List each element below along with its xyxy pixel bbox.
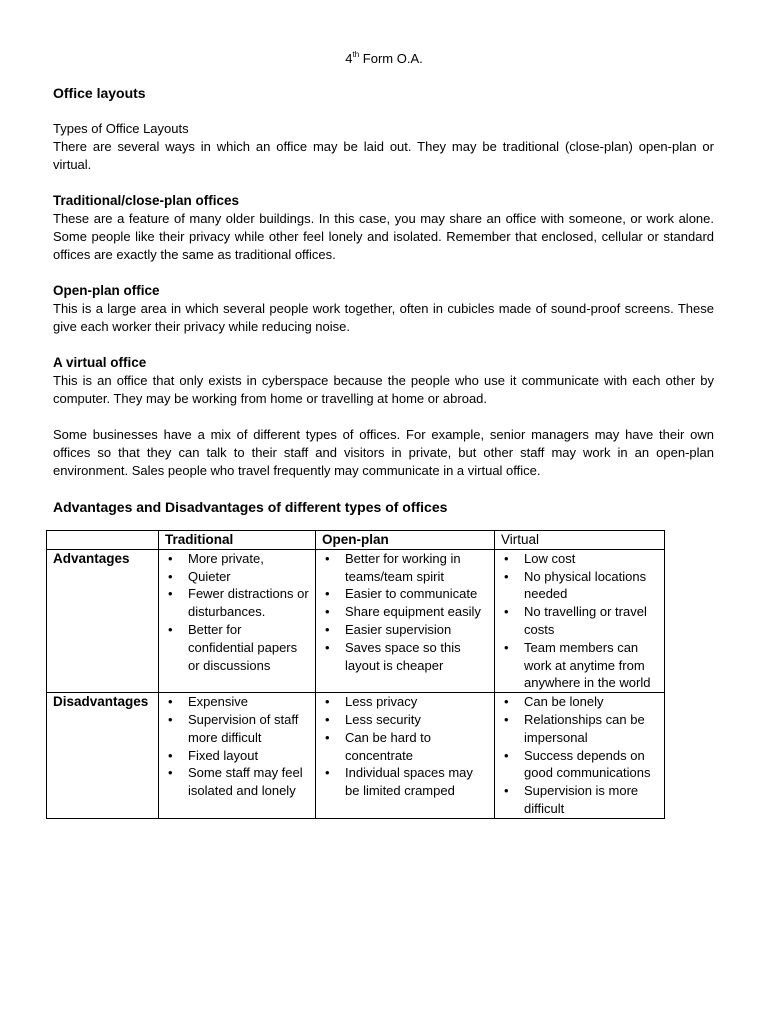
cell-disadvantages-traditional: [159, 693, 316, 819]
intro-subtitle: Types of Office Layouts: [53, 121, 189, 136]
list-item: • Supervision of staff more difficult: [165, 711, 309, 747]
list-item: • Better for working in teams/team spirit: [322, 550, 488, 586]
intro-paragraph: There are several ways in which an office may be laid out. They may be traditional (close-plan) open-plan or virtual.: [53, 139, 714, 172]
table-header-open-plan: Open-plan: [316, 531, 495, 550]
list-item: • Low cost: [501, 550, 658, 568]
list-item: • Better for confidential papers or discussions: [165, 621, 309, 674]
list-item: • No physical locations needed: [501, 568, 658, 604]
table-row-disadvantages: [47, 693, 665, 819]
list-item: • Individual spaces may be limited cramped: [322, 764, 488, 800]
list-item: • Fewer distractions or disturbances.: [165, 585, 309, 621]
section-heading-open-plan: Open-plan office: [53, 283, 160, 298]
form-number: 4: [345, 51, 353, 66]
list-item: • Less privacy: [322, 693, 488, 711]
list-item: • Share equipment easily: [322, 603, 488, 621]
list-item: • Relationships can be impersonal: [501, 711, 658, 747]
list-item: • Saves space so this layout is cheaper: [322, 639, 488, 675]
document-title: Office layouts: [53, 85, 146, 101]
list-disadvantages-traditional: [165, 693, 309, 800]
list-disadvantages-virtual: [501, 693, 658, 818]
cell-disadvantages-open-plan: [316, 693, 495, 819]
section-text-open-plan: This is a large area in which several people work together, often in cubicles made of sound-proof screens. These give each worker their privacy while reducing noise.: [53, 301, 714, 334]
mix-paragraph: Some businesses have a mix of different types of offices. For example, senior managers may have their own offices so that they can talk to their staff and visitors in private, but other staff may work in an open-plan environment. Sales people who travel frequently may communicate in a virtual office.: [53, 427, 714, 478]
form-label: Form O.A.: [359, 51, 423, 66]
section-text-virtual: This is an office that only exists in cyberspace because the people who use it communicate with each other by computer. They may be working from home or travelling at home or abroad.: [53, 373, 714, 406]
list-item: • No travelling or travel costs: [501, 603, 658, 639]
list-item: • Team members can work at anytime from anywhere in the world: [501, 639, 658, 692]
cell-disadvantages-virtual: [495, 693, 665, 819]
list-item: • Success depends on good communications: [501, 747, 658, 783]
list-item: • Some staff may feel isolated and lonely: [165, 764, 309, 800]
cell-advantages-traditional: [159, 549, 316, 692]
list-item: • Can be lonely: [501, 693, 658, 711]
row-label-disadvantages: Disadvantages: [47, 693, 159, 819]
table-header-empty: [47, 531, 159, 550]
list-item: • Expensive: [165, 693, 309, 711]
page-header: [0, 51, 768, 67]
table-header-traditional: Traditional: [159, 531, 316, 550]
list-item: • More private,: [165, 550, 309, 568]
list-advantages-traditional: [165, 550, 309, 675]
list-item: • Quieter: [165, 568, 309, 586]
table-header-row: [47, 531, 665, 550]
form-number-suffix: th: [352, 49, 360, 59]
cell-advantages-open-plan: [316, 549, 495, 692]
table-header-virtual: Virtual: [495, 531, 665, 550]
table-title: Advantages and Disadvantages of different types of offices: [53, 499, 448, 515]
list-item: • Can be hard to concentrate: [322, 729, 488, 765]
document-body: [53, 84, 714, 516]
list-item: • Supervision is more difficult: [501, 782, 658, 818]
section-heading-virtual: A virtual office: [53, 355, 147, 370]
list-item: • Easier supervision: [322, 621, 488, 639]
section-text-traditional: These are a feature of many older buildings. In this case, you may share an office with someone, or work alone. Some people like their privacy while other feel lonely and isolated. Remember that enclosed, cellular or standard offices are exactly the same as traditional offices.: [53, 211, 714, 262]
section-heading-traditional: Traditional/close-plan offices: [53, 193, 240, 208]
row-label-advantages: Advantages: [47, 549, 159, 692]
list-item: • Easier to communicate: [322, 585, 488, 603]
list-advantages-open-plan: [322, 550, 488, 675]
list-disadvantages-open-plan: [322, 693, 488, 800]
list-item: • Less security: [322, 711, 488, 729]
cell-advantages-virtual: [495, 549, 665, 692]
table-row-advantages: [47, 549, 665, 692]
list-item: • Fixed layout: [165, 747, 309, 765]
list-advantages-virtual: [501, 550, 658, 692]
comparison-table: [46, 530, 665, 819]
